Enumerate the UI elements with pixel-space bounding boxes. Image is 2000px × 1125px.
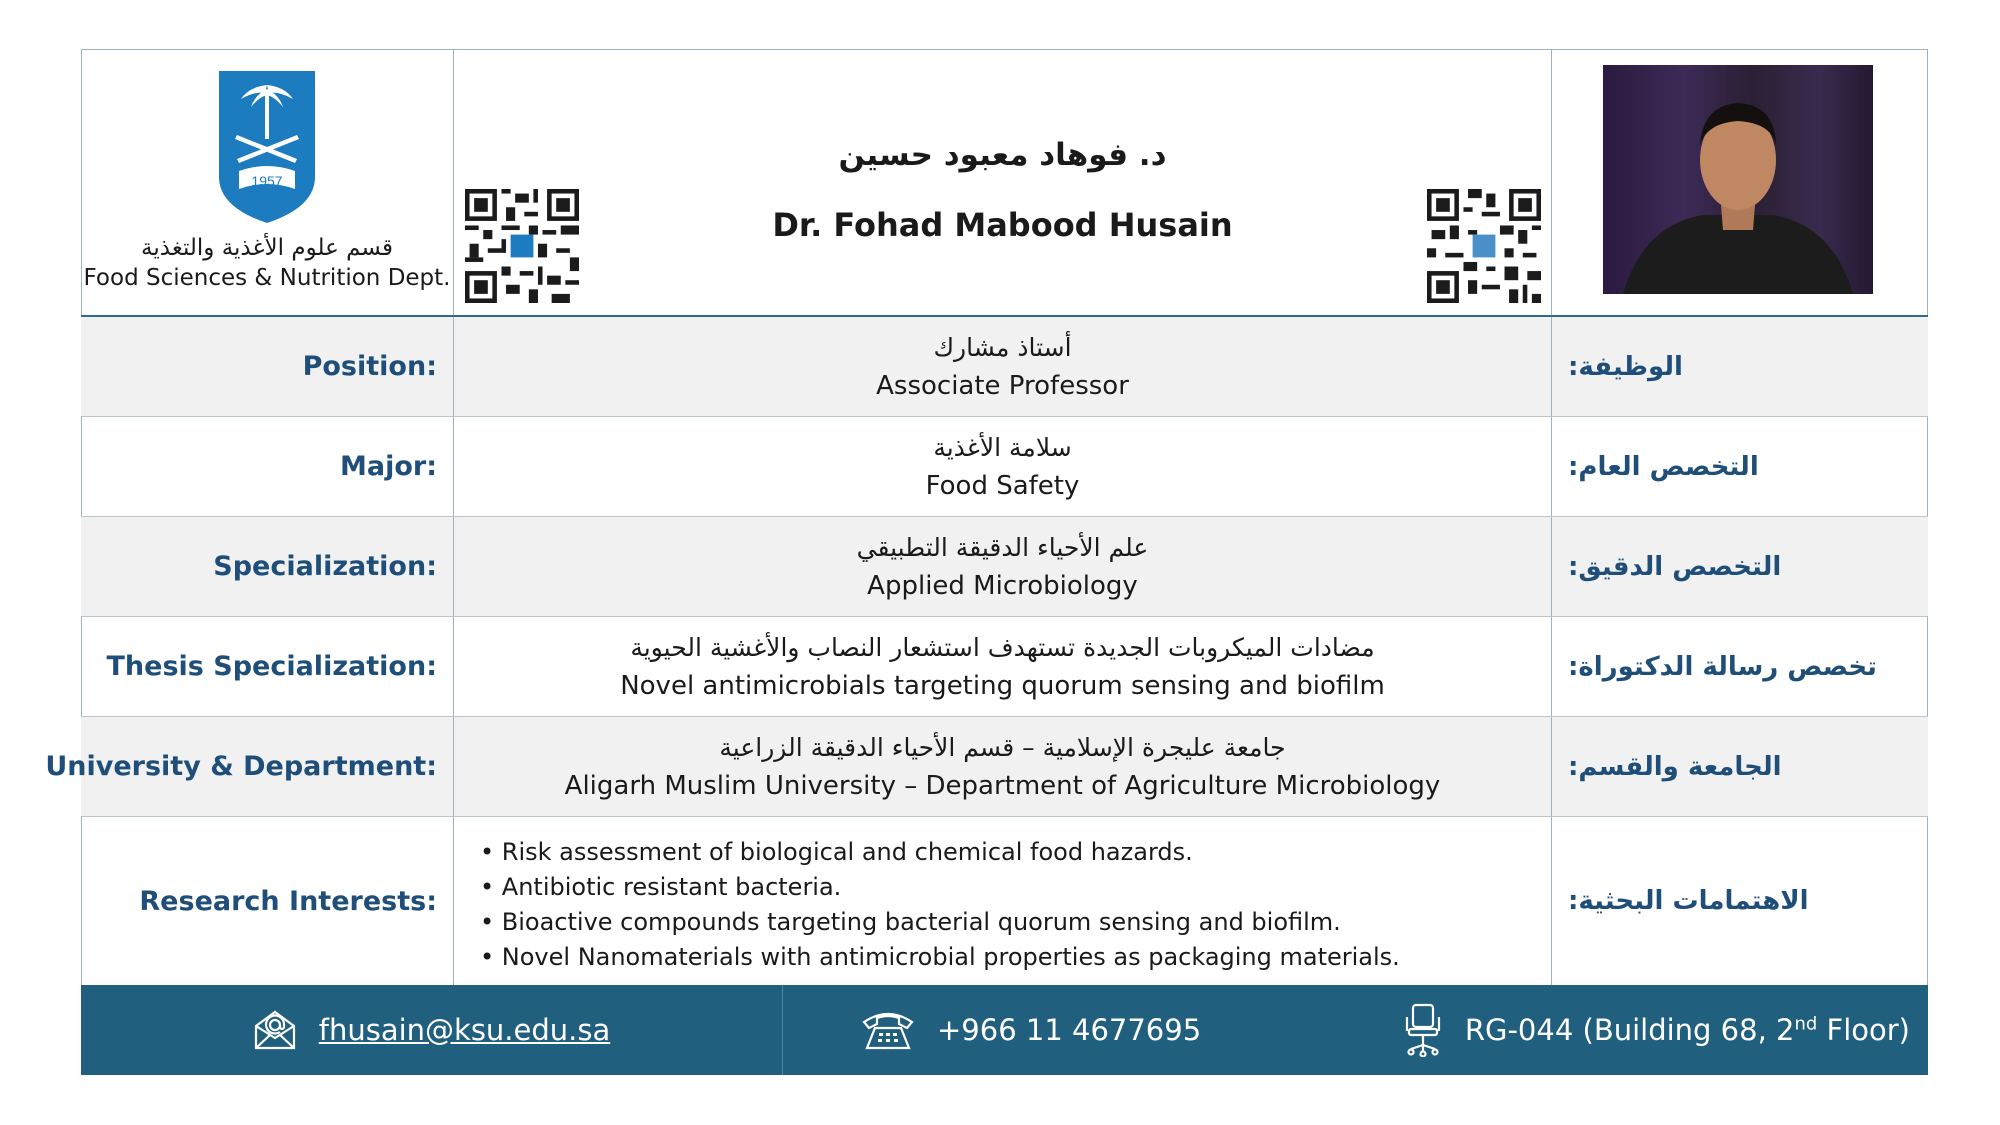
university-value-cell (454, 717, 1552, 816)
department-name-ar: قسم علوم الأغذية والتغذية (141, 235, 393, 261)
list-item: • Antibiotic resistant bacteria. (480, 873, 842, 901)
row-university (45, 717, 1928, 817)
major-label-cell (81, 417, 454, 516)
position-label-ar: الوظيفة: (1568, 351, 1683, 382)
major-label-en: Major: (339, 451, 437, 482)
room-text (1465, 1013, 1910, 1047)
university-label-ar: الجامعة والقسم: (1568, 751, 1782, 782)
specialization-label-ar-cell (1552, 517, 1928, 616)
room-end: Floor) (1817, 1013, 1910, 1047)
portrait-illustration (1603, 65, 1873, 294)
envelope-at-icon (253, 1008, 297, 1052)
logo-year: 1957 (251, 173, 283, 189)
university-label-ar-cell (1552, 717, 1928, 816)
position-label-cell (81, 317, 454, 416)
major-label-ar: التخصص العام: (1568, 451, 1759, 482)
list-item: • Risk assessment of biological and chemical food hazards. (480, 838, 1193, 866)
department-cell (81, 49, 454, 315)
thesis-value-cell (454, 617, 1552, 716)
department-name-en: Food Sciences & Nutrition Dept. (83, 265, 451, 291)
specialization-label-en: Specialization: (213, 551, 437, 582)
row-specialization (81, 517, 1928, 617)
thesis-value-ar: مضادات الميكروبات الجديدة تستهدف استشعار النصاب والأغشية الحيوية (630, 632, 1375, 662)
major-value-en: Food Safety (925, 470, 1080, 501)
thesis-label-ar-cell (1552, 617, 1928, 716)
research-list (480, 835, 1400, 975)
university-label-en: University & Department: (45, 751, 437, 782)
thesis-label-cell (81, 617, 454, 716)
position-label-ar-cell (1552, 317, 1928, 416)
phone-contact (783, 985, 1309, 1075)
name-en: Dr. Fohad Mabood Husain (772, 206, 1233, 244)
room-ordinal: nd (1794, 1013, 1818, 1035)
specialization-value-cell (454, 517, 1552, 616)
telephone-icon (861, 1008, 915, 1052)
research-label-cell (81, 817, 454, 985)
position-value-cell (454, 317, 1552, 416)
contact-footer (81, 985, 1928, 1075)
office-location (1309, 985, 1928, 1075)
email-contact (81, 985, 783, 1075)
specialization-label-cell (81, 517, 454, 616)
name-ar: د. فوهاد معبود حسين (838, 137, 1167, 173)
profile-photo (1603, 65, 1873, 294)
header-row (81, 49, 1928, 317)
row-position (81, 317, 1928, 417)
name-cell (454, 49, 1552, 315)
row-major (81, 417, 1928, 517)
office-chair-icon (1403, 1003, 1443, 1057)
room-main: RG-044 (Building 68, 2 (1464, 1013, 1795, 1047)
thesis-label-en: Thesis Specialization: (106, 651, 437, 682)
phone-number[interactable]: +966 11 4677695 (937, 1013, 1202, 1047)
list-item: • Bioactive compounds targeting bacterial quorum sensing and biofilm. (480, 908, 1341, 936)
position-value-ar: أستاذ مشارك (933, 332, 1072, 362)
photo-cell (1552, 49, 1928, 315)
thesis-label-ar: تخصص رسالة الدكتوراة: (1568, 651, 1877, 682)
university-value-ar: جامعة عليجرة الإسلامية – قسم الأحياء الدقيقة الزراعية (719, 732, 1286, 762)
research-label-ar: الاهتمامات البحثية: (1568, 886, 1809, 916)
major-value-ar: سلامة الأغذية (933, 432, 1072, 462)
research-list-cell (454, 817, 1552, 985)
research-label-en: Research Interests: (139, 885, 437, 917)
position-value-en: Associate Professor (876, 370, 1129, 401)
list-item: • Novel Nanomaterials with antimicrobial properties as packaging materials. (480, 943, 1400, 971)
research-label-ar-cell (1552, 817, 1928, 985)
position-label-en: Position: (302, 351, 437, 382)
qr-code-right[interactable] (1427, 189, 1541, 303)
specialization-value-ar: علم الأحياء الدقيقة التطبيقي (856, 532, 1149, 562)
ksu-logo (215, 65, 319, 225)
row-thesis (81, 617, 1928, 717)
university-label-cell (45, 717, 454, 816)
specialization-value-en: Applied Microbiology (867, 570, 1138, 601)
specialization-label-ar: التخصص الدقيق: (1568, 551, 1782, 582)
thesis-value-en: Novel antimicrobials targeting quorum sensing and biofilm (620, 670, 1385, 701)
department-branding (81, 65, 453, 293)
email-link[interactable]: fhusain@ksu.edu.sa (318, 1013, 611, 1047)
major-value-cell (454, 417, 1552, 516)
row-research (81, 817, 1928, 985)
major-label-ar-cell (1552, 417, 1928, 516)
university-value-en: Aligarh Muslim University – Department of Agriculture Microbiology (564, 770, 1441, 801)
